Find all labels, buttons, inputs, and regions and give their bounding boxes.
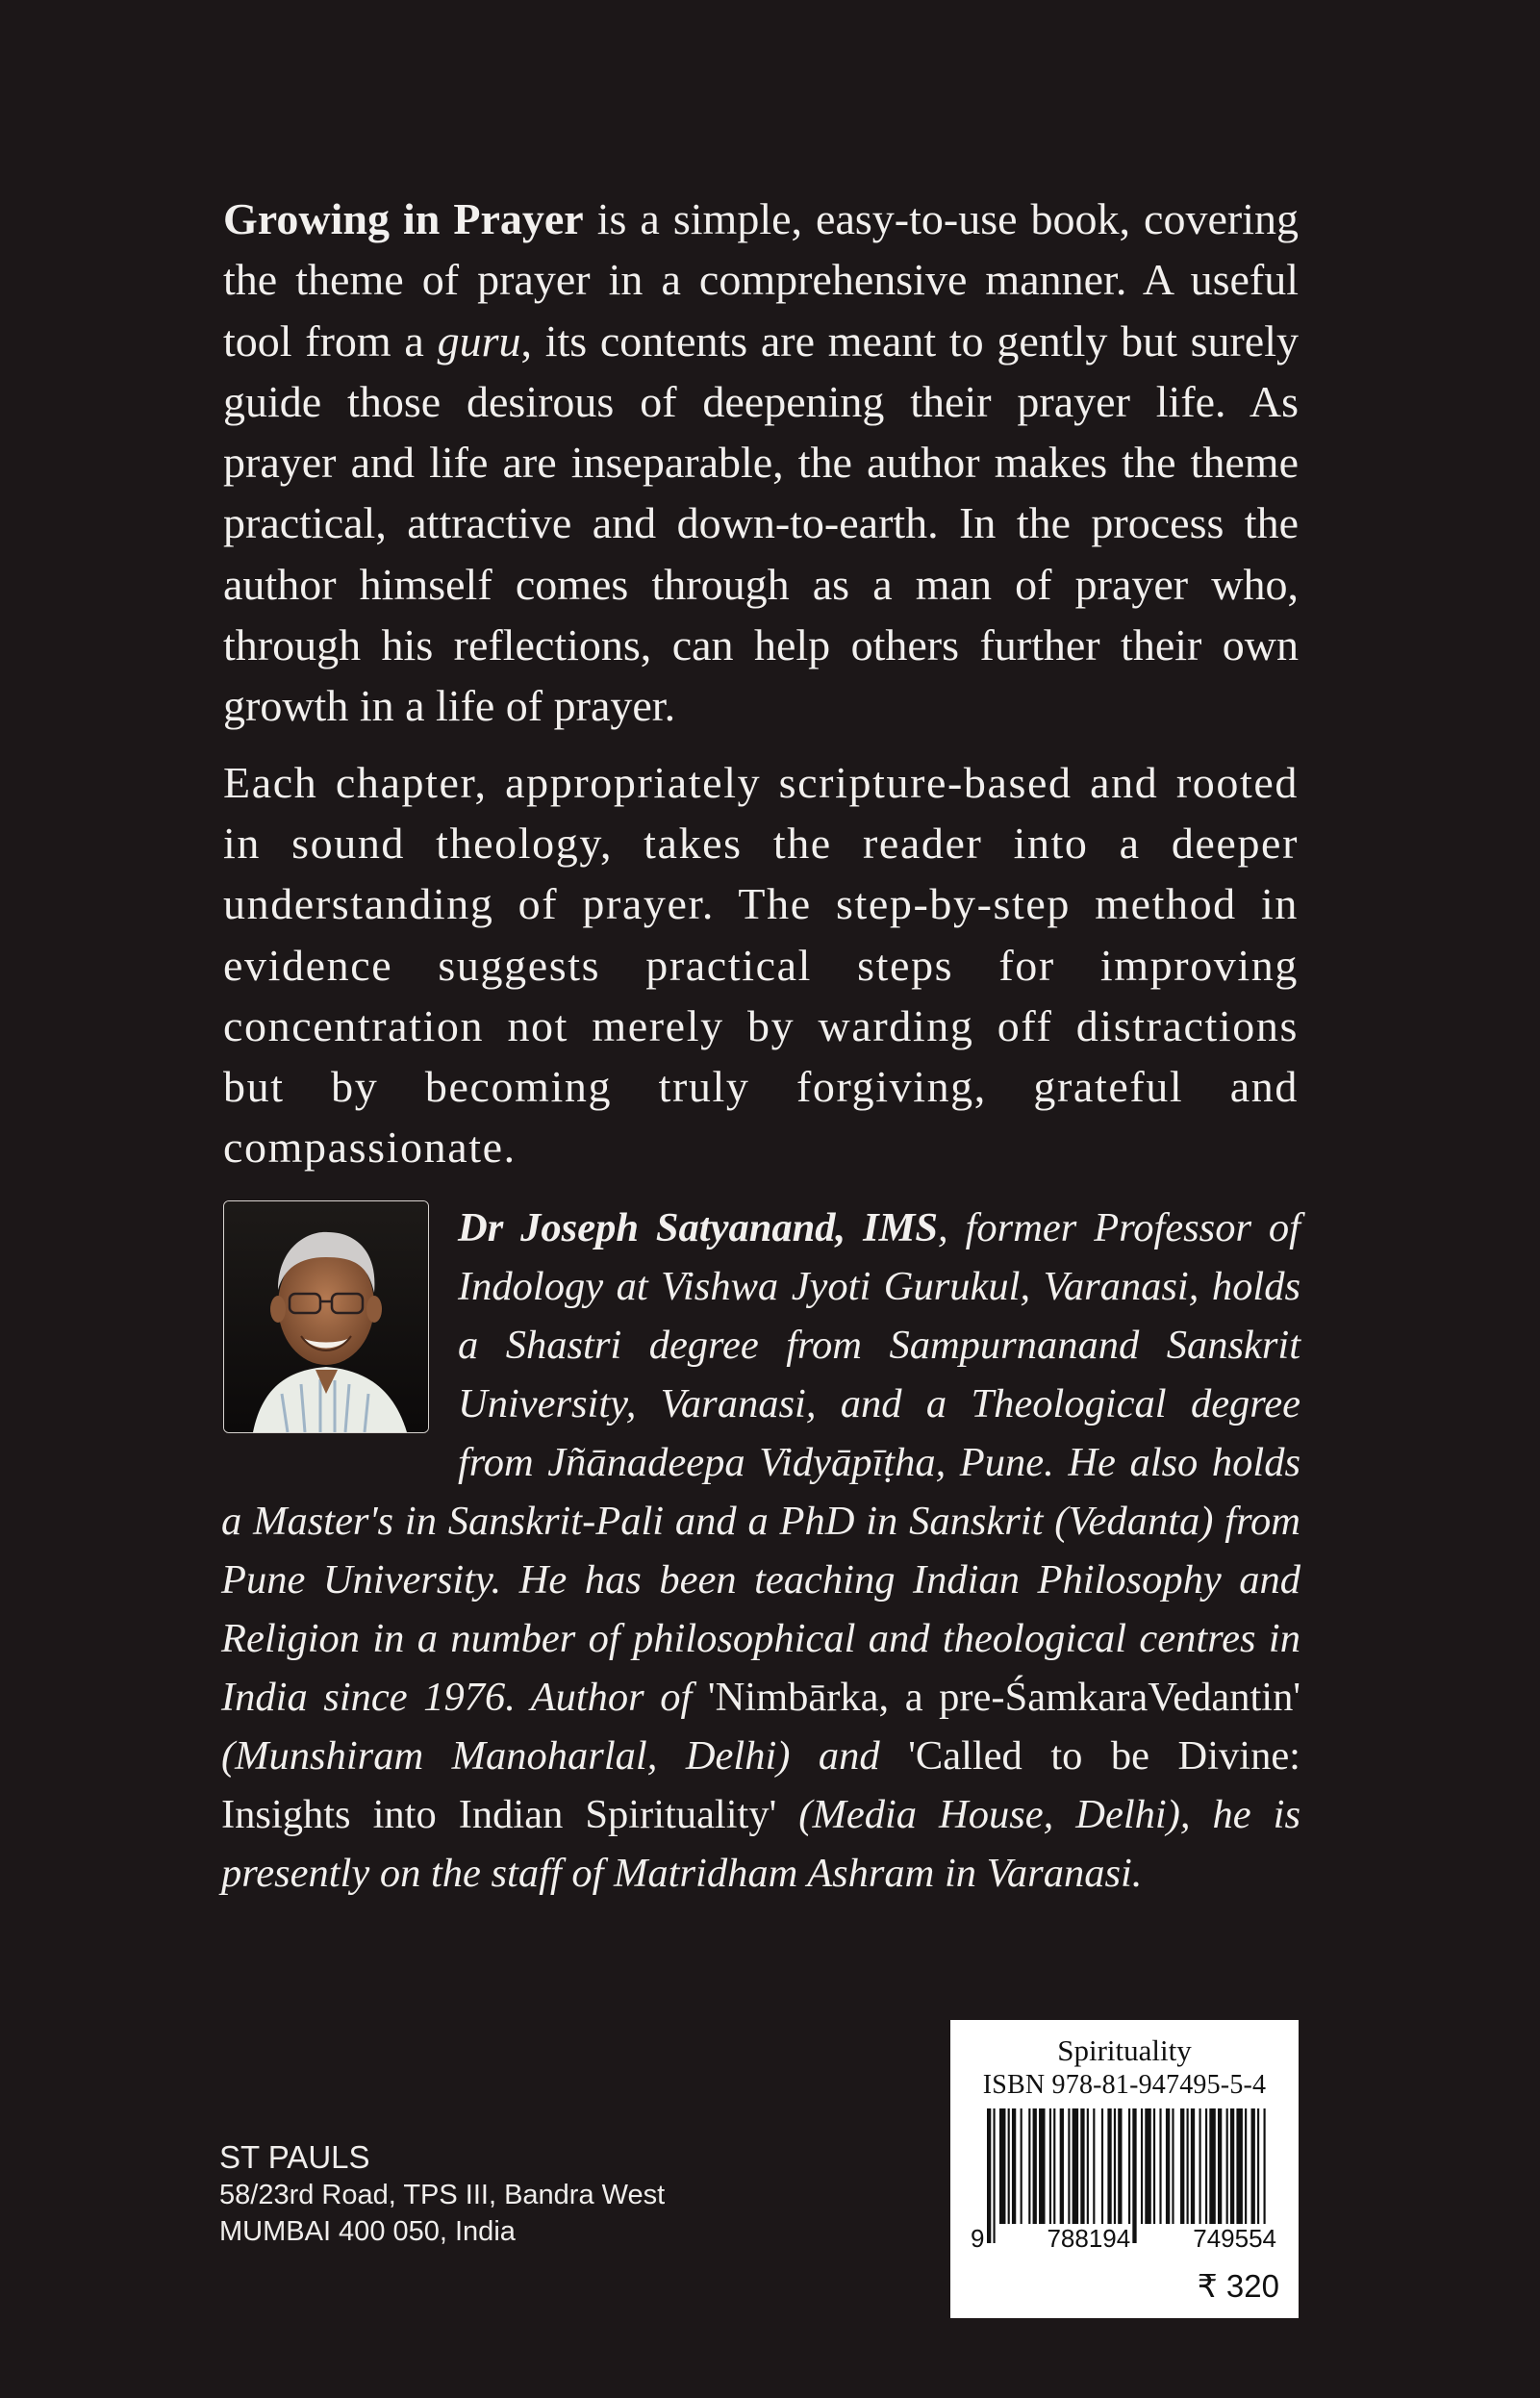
barcode-bar [1245,2108,1247,2224]
publisher-info [219,2138,665,2250]
barcode-bar [1028,2108,1030,2224]
barcode-bar [1205,2108,1207,2224]
author-bio-part: , former Professor of Indology at Vishwa Jyoti Gurukul, Varanasi, holds a Shastri degree from Sampurnanand Sanskrit University, Varanasi, and a Theological degree from Jñānadeepa Vidyāpīṭha, Pune. He also holds a Master's in Sanskrit-Pali and a PhD in Sanskrit (Vedanta) from Pune University. He has been teaching Indian Philosophy and Religion in a number of philosophical and theological centres in India since 1976. Author of [221,1205,1300,1720]
publisher-name: ST PAULS [219,2139,370,2175]
description-paragraph-2: Each chapter, appropriately scripture-based and rooted in sound theology, takes the reader into a deeper understanding of prayer. The step-by-step method in evidence suggests practical steps for improving concentration not merely by warding off distractions but by becoming truly forgiving, grateful and compassionate. [223,757,1299,1173]
barcode-bar [1087,2108,1089,2224]
barcode-bar [1118,2108,1122,2224]
barcode-bar [1080,2108,1084,2224]
barcode-bar [1264,2108,1266,2243]
barcode-bar [1251,2108,1255,2224]
book-title: Growing in Prayer [223,194,584,243]
publisher-address-line-2: MUMBAI 400 050, India [219,2216,516,2247]
barcode-bar [1114,2108,1116,2224]
barcode-bar [1199,2108,1201,2224]
description-text: , its contents are meant to gently but surely guide those desirous of deepening their prayer life. As prayer and life are inseparable, the author makes the theme practical, attractive and down-to-earth. In the process the author himself comes through as a man of prayer who, through his reflections, can help others further their own growth in a life of prayer. [223,316,1299,731]
author-book-title: 'Called to be Divine: Insights into Indian Spirituality' [221,1733,1300,1837]
description-paragraph-1 [223,189,1299,737]
barcode-bar [1141,2108,1143,2224]
barcode-bar [1107,2108,1111,2224]
author-bio-part: (Media House, Delhi), he is presently on the staff of Matridham Ashram in Varanasi. [221,1792,1300,1896]
barcode-bar [999,2108,1005,2224]
category-label: Spirituality [1057,2033,1192,2067]
barcode-digit-group: 788194 [1047,2224,1131,2253]
barcode-bar [1033,2108,1037,2224]
barcode-bar [1159,2108,1161,2224]
barcode-bar [1180,2108,1184,2224]
barcode-bar [1236,2108,1242,2224]
barcode-bar [1166,2108,1170,2224]
barcode-bar [993,2108,995,2243]
barcode-bar [1257,2108,1259,2224]
barcode-digits [970,2224,1277,2254]
price-label: ₹ 320 [1197,2268,1279,2304]
author-book-title: 'Nimbārka, a pre-ŚamkaraVedantin' [707,1675,1300,1720]
barcode-bar [1172,2108,1174,2224]
author-bio-part: (Munshiram Manoharlal, Delhi) and [221,1733,909,1779]
barcode-bar [1039,2108,1045,2224]
barcode-bar [1128,2108,1130,2243]
isbn-barcode-box [950,2020,1299,2318]
barcode-bar [1153,2108,1155,2224]
barcode-bar [1187,2108,1189,2224]
barcode-bar [1132,2108,1136,2243]
barcode-bar [1049,2108,1051,2224]
barcode-bar [1209,2108,1215,2224]
barcode-bar [1012,2108,1016,2224]
author-portrait-image [224,1201,428,1432]
barcode-bar [1191,2108,1195,2224]
barcode-bar [1218,2108,1222,2224]
barcode-bar [1101,2108,1103,2224]
barcode-bar [1021,2108,1022,2224]
book-description [223,189,1299,1178]
barcode-bar [1068,2108,1070,2224]
author-bio [221,1199,1300,1903]
barcode-digit-group: 749554 [1193,2224,1276,2253]
isbn-number: ISBN 978-81-947495-5-4 [982,2070,1267,2100]
barcode-bar [1008,2108,1010,2224]
description-italic-word: guru [437,316,521,366]
barcode-bar [987,2108,991,2243]
barcode-bar [1145,2108,1150,2224]
barcode-digit-group: 9 [971,2224,985,2253]
barcode-icon [987,2108,1270,2243]
description-text: is a simple, easy-to-use book, covering the theme of prayer in a comprehensive manner. A useful tool from a [223,194,1299,366]
barcode-bar [1093,2108,1095,2224]
barcode-bar [1053,2108,1055,2224]
barcode-bar [1226,2108,1228,2224]
barcode-bar [1073,2108,1078,2224]
barcode-bar [1060,2108,1064,2224]
author-name: Dr Joseph Satyanand, IMS [458,1205,939,1250]
publisher-address-line-1: 58/23rd Road, TPS III, Bandra West [219,2180,666,2210]
author-photo [223,1200,429,1433]
barcode-bar [1230,2108,1234,2224]
